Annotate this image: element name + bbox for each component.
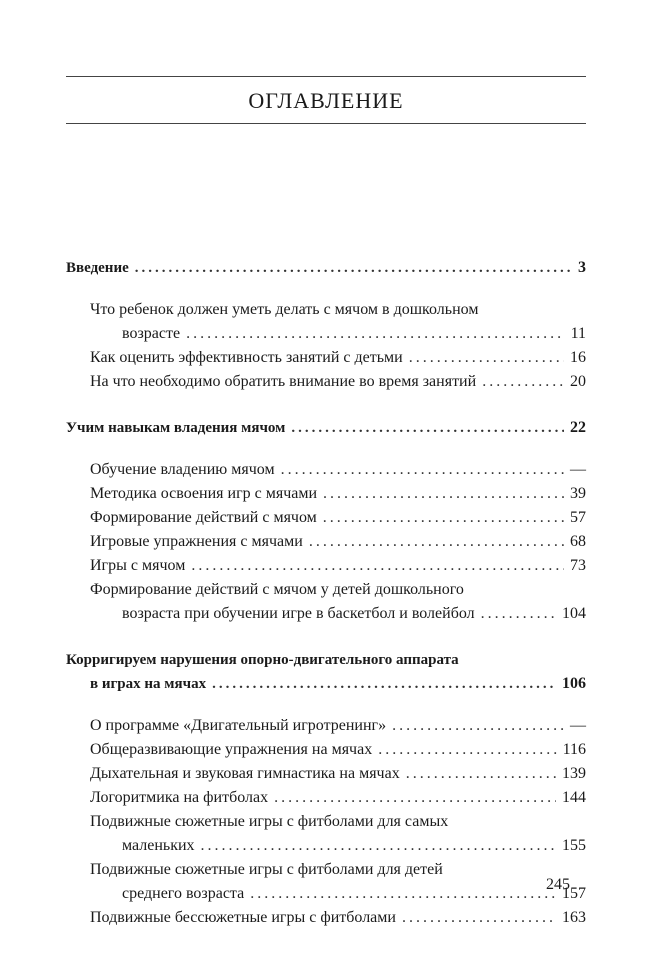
toc-section-entry[interactable] [66, 416, 586, 440]
toc-item-first-line: Подвижные сюжетные игры с фитболами для детей [90, 861, 443, 878]
toc-item-page: 11 [570, 325, 586, 342]
leader-dots [409, 346, 564, 370]
section-page: 106 [562, 675, 586, 692]
leader-dots [250, 882, 556, 906]
toc-item[interactable] [66, 810, 586, 858]
toc-item-line [90, 738, 586, 762]
leader-dots [186, 322, 565, 346]
toc-item[interactable] [66, 346, 586, 370]
toc-section [66, 256, 586, 280]
leader-dots [291, 416, 564, 440]
toc-item-text: Как оценить эффективность занятий с детьми [90, 349, 403, 366]
toc-item-first-line: Формирование действий с мячом у детей дошкольного [90, 581, 464, 598]
toc-item-page: 155 [562, 837, 586, 854]
toc-item-first-line: Подвижные сюжетные игры с фитболами для самых [90, 813, 449, 830]
toc-item-first-line: Что ребенок должен уметь делать с мячом в дошкольном [90, 301, 479, 318]
toc-item-page: 16 [570, 349, 586, 366]
toc-item-page: 104 [562, 605, 586, 622]
toc-item-text: Игровые упражнения с мячами [90, 533, 303, 550]
toc-section-entry[interactable] [66, 672, 586, 696]
leader-dots [281, 458, 564, 482]
toc-item-page: 157 [562, 885, 586, 902]
toc-item-page: — [570, 717, 586, 734]
leader-dots [481, 602, 556, 626]
toc-item-line [90, 834, 586, 858]
toc-section-entry[interactable] [66, 256, 586, 280]
toc-item-text: Обучение владению мячом [90, 461, 275, 478]
toc-item-page: 144 [562, 789, 586, 806]
toc-item-page: 57 [570, 509, 586, 526]
toc-item-page: 116 [562, 741, 586, 758]
toc-item-text: возрасте [122, 325, 181, 342]
section-title: Введение [66, 260, 129, 276]
toc-item-text: Игры с мячом [90, 557, 186, 574]
leader-dots [309, 530, 564, 554]
toc-item-page: 39 [570, 485, 586, 502]
toc-item-line [90, 714, 586, 738]
table-of-contents [66, 256, 586, 930]
toc-item-text: Методика освоения игр с мячами [90, 485, 318, 502]
toc-item-page: — [570, 461, 586, 478]
toc-item[interactable] [66, 578, 586, 626]
toc-item[interactable] [66, 298, 586, 346]
toc-item[interactable] [66, 458, 586, 482]
toc-item-text: маленьких [122, 837, 195, 854]
toc-item-line [90, 322, 586, 346]
toc-item-line [90, 530, 586, 554]
toc-item[interactable] [66, 530, 586, 554]
toc-item-line [90, 906, 586, 930]
leader-dots [323, 482, 564, 506]
toc-item-line [90, 762, 586, 786]
toc-item[interactable] [66, 554, 586, 578]
top-rule [66, 76, 586, 77]
toc-item-text: Подвижные бессюжетные игры с фитболами [90, 909, 396, 926]
toc-item-line [90, 602, 586, 626]
leader-dots [212, 672, 556, 696]
title-underline [66, 123, 586, 124]
toc-item[interactable] [66, 738, 586, 762]
leader-dots [201, 834, 556, 858]
page-title: ОГЛАВЛЕНИЕ [248, 88, 404, 113]
section-page: 3 [578, 259, 586, 276]
section-title: Учим навыкам владения мячом [66, 420, 286, 436]
section-page: 22 [570, 419, 586, 436]
page-number: 245 [546, 876, 570, 893]
toc-item-text: среднего возраста [122, 885, 245, 902]
toc-item-page: 73 [570, 557, 586, 574]
toc-item-line [90, 482, 586, 506]
toc-item-line [90, 554, 586, 578]
toc-item-text: Дыхательная и звуковая гимнастика на мячах [90, 765, 400, 782]
leader-dots [274, 786, 556, 810]
toc-item[interactable] [66, 906, 586, 930]
toc-item[interactable] [66, 858, 586, 906]
leader-dots [482, 370, 564, 394]
leader-dots [392, 714, 564, 738]
toc-item-page: 163 [562, 909, 586, 926]
toc-item-page: 20 [570, 373, 586, 390]
leader-dots [135, 256, 572, 280]
toc-item-line [90, 458, 586, 482]
toc-item-line [90, 786, 586, 810]
toc-item-line [90, 370, 586, 394]
toc-item-text: На что необходимо обратить внимание во время занятий [90, 373, 477, 390]
toc-item[interactable] [66, 506, 586, 530]
toc-item-text: Формирование действий с мячом [90, 509, 317, 526]
toc-item[interactable] [66, 714, 586, 738]
toc-section [66, 416, 586, 440]
toc-item-text: О программе «Двигательный игротренинг» [90, 717, 387, 734]
toc-item[interactable] [66, 762, 586, 786]
toc-item-text: возраста при обучении игре в баскетбол и волейбол [122, 605, 475, 622]
section-title: в играх на мячах [90, 676, 207, 692]
toc-item-page: 68 [570, 533, 586, 550]
toc-item[interactable] [66, 370, 586, 394]
toc-item[interactable] [66, 786, 586, 810]
toc-item-text: Общеразвивающие упражнения на мячах [90, 741, 373, 758]
leader-dots [378, 738, 556, 762]
toc-item-page: 139 [562, 765, 586, 782]
toc-item-line [90, 882, 586, 906]
leader-dots [191, 554, 564, 578]
toc-item-line [90, 506, 586, 530]
toc-item-text: Логоритмика на фитболах [90, 789, 269, 806]
leader-dots [406, 762, 556, 786]
section-title-first-line[interactable]: Корригируем нарушения опорно-двигательного аппарата [66, 652, 459, 668]
leader-dots [402, 906, 556, 930]
toc-item[interactable] [66, 482, 586, 506]
leader-dots [323, 506, 564, 530]
toc-item-line [90, 346, 586, 370]
toc-section [66, 648, 586, 696]
